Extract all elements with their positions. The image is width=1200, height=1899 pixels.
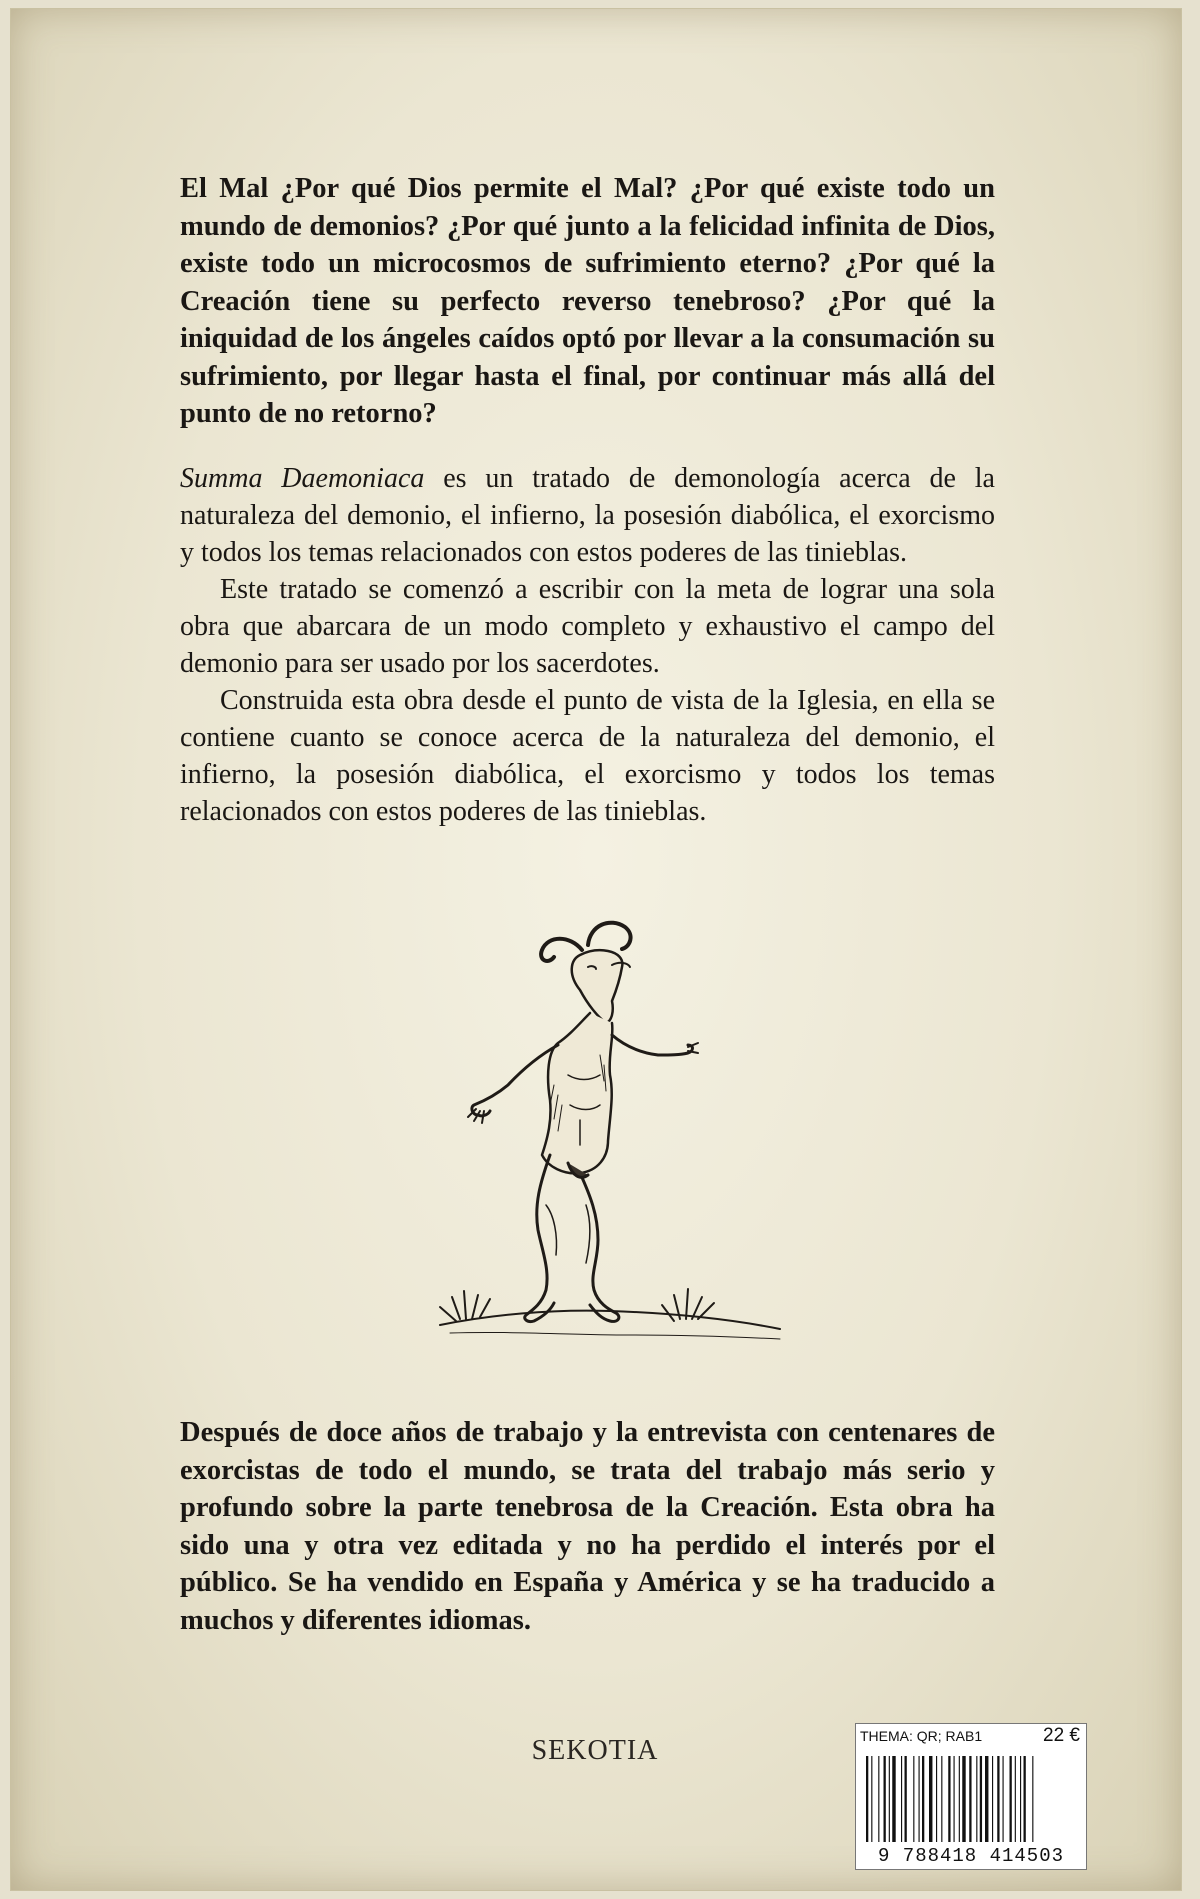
barcode-bar <box>905 1756 907 1842</box>
barcode-bar <box>922 1756 924 1842</box>
barcode-bar <box>1003 1756 1004 1842</box>
barcode-bar <box>884 1756 886 1842</box>
barcode-bar <box>1010 1756 1012 1842</box>
intro-text: El Mal ¿Por qué Dios permite el Mal? ¿Por qué existe todo un mundo de demonios? ¿Por qué junto a la felicidad infinita de Dios, existe todo un microcosmos de sufrimiento eterno? ¿Por qué la Creación tiene su perfecto reverso tenebroso? ¿Por qué la iniquidad de los ángeles caídos optó por llevar a la consumación su sufrimiento, por llegar hasta el final, por continuar más allá del punto de no retorno? <box>180 173 995 429</box>
barcode-bar <box>866 1756 868 1842</box>
barcode-bar <box>901 1756 902 1842</box>
barcode-bar <box>892 1756 895 1842</box>
barcode-bar <box>871 1756 872 1842</box>
barcode-bar <box>913 1756 914 1842</box>
barcode-bar <box>948 1756 950 1842</box>
barcode-bar <box>919 1756 920 1842</box>
barcode-bar <box>941 1756 942 1842</box>
isbn-number: 9 788418 414503 <box>877 1845 1065 1867</box>
barcode-bar <box>959 1756 960 1842</box>
barcode-bar <box>954 1756 955 1842</box>
barcode-bars <box>866 1756 1078 1842</box>
intro-paragraph <box>180 170 995 433</box>
closing-text: Después de doce años de trabajo y la entrevista con centenares de exorcistas de todo el mundo, se trata del trabajo más serio y profundo sobre la parte tenebrosa de la Creación. Esta obra ha sido una y otra vez editada y no ha perdido el interés por el público. Se ha vendido en España y América y se ha traducido a muchos y diferentes idiomas. <box>180 1417 995 1636</box>
barcode-bar <box>1032 1756 1033 1842</box>
barcode-bar <box>962 1756 965 1842</box>
description-p1-text: es un tratado de demonología acerca de la naturaleza del demonio, el infierno, la posesión diabólica, el exorcismo y todos los temas relacionados con estos poderes de las tinieblas. <box>180 463 995 568</box>
barcode-bar <box>889 1756 890 1842</box>
price-label: 22 € <box>1043 1725 1080 1746</box>
description-paragraph-3: Construida esta obra desde el punto de vista de la Iglesia, en ella se contiene cuanto se conoce acerca de la naturaleza del demonio, el infierno, la posesión diabólica, el exorcismo y todos los temas relacionados con estos poderes de las tinieblas. <box>180 685 995 827</box>
goat-demon-illustration <box>430 905 790 1365</box>
barcode-bar <box>997 1756 999 1842</box>
barcode-bar <box>969 1756 971 1842</box>
barcode-bar <box>992 1756 993 1842</box>
description-paragraph-2: Este tratado se comenzó a escribir con la meta de lograr una sola obra que abarcara de un modo completo y exhaustivo el campo del demonio para ser usado por los sacerdotes. <box>180 574 995 679</box>
barcode-bar <box>936 1756 937 1842</box>
barcode-bar <box>976 1756 977 1842</box>
barcode-bar <box>929 1756 932 1842</box>
publisher-logo: SEKOTIA <box>531 1735 659 1766</box>
barcode-bar <box>1020 1756 1021 1842</box>
thema-code: THEMA: QR; RAB1 <box>860 1728 983 1744</box>
barcode-bar <box>1024 1756 1026 1842</box>
description-paragraph-1 <box>180 460 995 571</box>
barcode-bar <box>985 1756 988 1842</box>
description-block <box>180 460 995 830</box>
closing-paragraph <box>180 1414 995 1639</box>
barcode-bar <box>1015 1756 1016 1842</box>
barcode-bar <box>980 1756 982 1842</box>
barcode-bar <box>878 1756 879 1842</box>
barcode-label <box>855 1723 1087 1870</box>
book-title-italic: Summa Daemoniaca <box>180 463 425 494</box>
